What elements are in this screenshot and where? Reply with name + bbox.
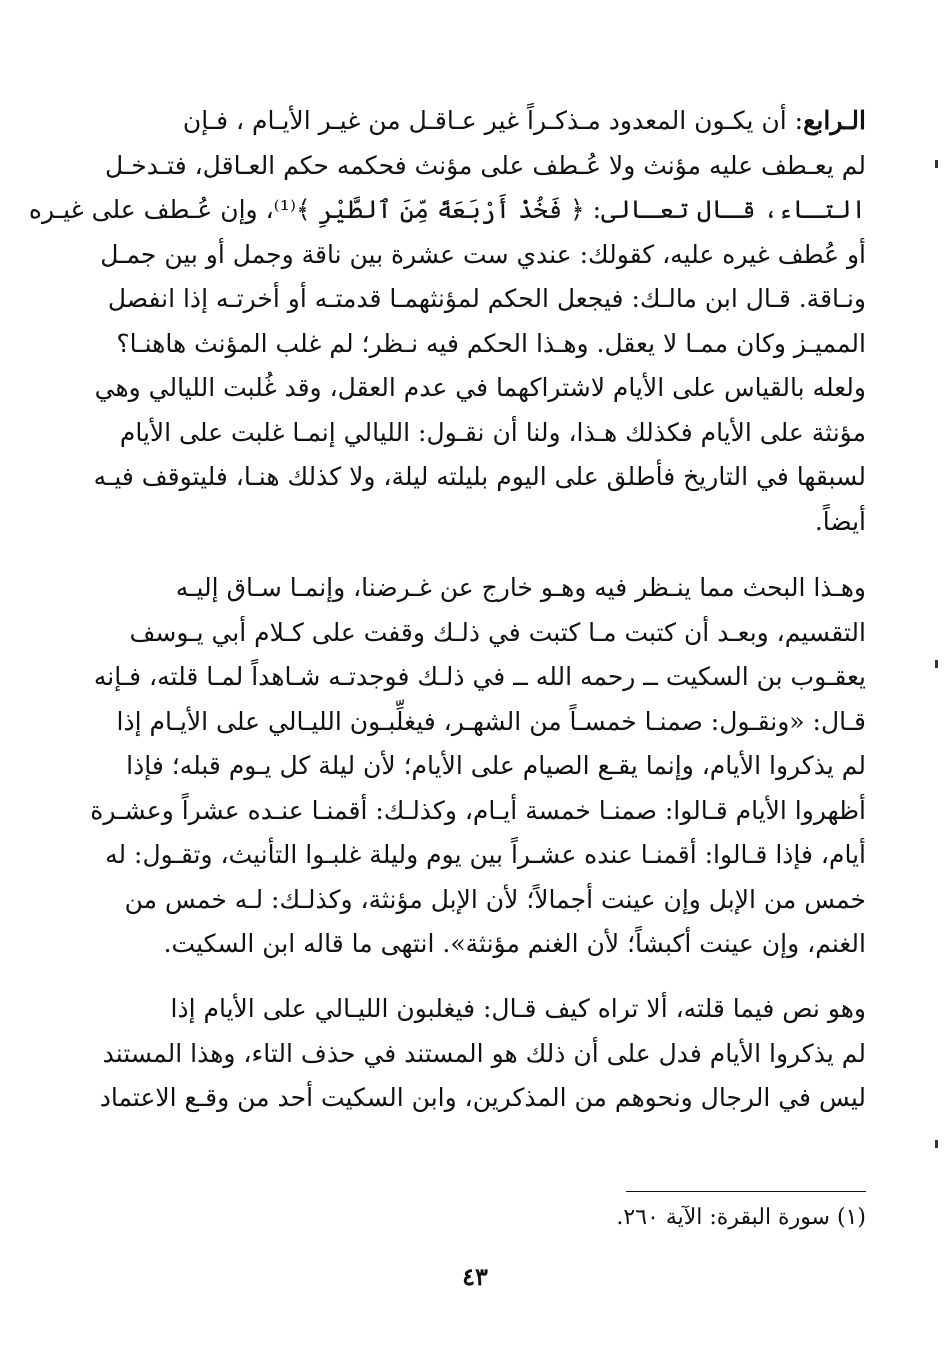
paragraph-1: [28, 99, 866, 544]
text-line: لسبقها في التاريخ فأطلق على اليوم بليلته ليلة، ولا كذلك هنـا، فليتوقف فيـه: [93, 462, 866, 491]
section-lead-word: الـرابع: [803, 106, 866, 135]
text-line: التقسيم، وبعـد أن كتبت مـا كتبت في ذلـك وقفت على كـلام أبي يـوسف: [129, 617, 866, 647]
text-line: لم يعـطف عليه مؤنث ولا عُـطف على مؤنث فحكمه حكم العـاقل، فتـدخـل: [105, 150, 866, 180]
page-number: ٤٣: [462, 1262, 488, 1291]
text-line: الغنم، وإن عينت أكبشاً؛ لأن الغنم مؤنثة». انتهى ما قاله ابن السكيت.: [163, 929, 866, 958]
footnote: (١) سورة البقرة: الآية ٢٦٠.: [616, 1205, 866, 1230]
text-line: وهو نص فيما قلته، ألا تراه كيف قـال: فيغلبون الليـالي على الأيام إذا: [170, 994, 866, 1023]
text-line: خمس من الإبل وإن عينت أجمالاً؛ لأن الإبل مؤنثة، وكذلـك: لـه خمس من: [124, 884, 866, 914]
text-line: التـاء، قـال تعـالى: ﴿ فَخُذْ أَرْبَعَةً مِّنَ ٱلطَّيْرِ ﴾⁽¹⁾، وإن عُـطف على غيـره: [28, 195, 866, 224]
margin-mark: [935, 160, 938, 168]
footnote-divider: [626, 1191, 866, 1192]
text-line: لم يذكروا الأيام، وإنما يقـع الصيام على الأيام؛ لأن ليلة كل يـوم قبله؛ فإذا: [126, 751, 866, 780]
margin-mark: [935, 1140, 938, 1148]
text-line: ولعله بالقياس على الأيام لاشتراكهما في عدم العقل، وقد غُلبت الليالي وهي: [94, 373, 866, 402]
paragraph-3: [99, 987, 866, 1121]
text-line: المميـز وكان ممـا لا يعقل. وهـذا الحكم فيه نـظر؛ لم غلب المؤنث هاهنـا؟: [116, 328, 866, 358]
text-line: ونـاقة. قـال ابن مالـك: فيجعل الحكم لمؤنثهمـا قدمتـه أو أخرتـه إذا انفصل: [107, 284, 866, 313]
margin-mark: [935, 660, 938, 668]
text-line: مؤنثة على الأيام فكذلك هـذا، ولنا أن نقـول: الليالي إنمـا غلبت على الأيام: [119, 417, 866, 447]
text-line: وهـذا البحث مما ينـظر فيه وهـو خارج عن غـرضنا، وإنمـا سـاق إليـه: [175, 573, 866, 602]
text-line: أيضاً.: [814, 506, 866, 536]
text-line: ليس في الرجال ونحوهم من المذكرين، وابن السكيت أحد من وقـع الاعتماد: [99, 1083, 866, 1112]
text-line: أظهروا الأيام قـالوا: صمنـا خمسة أيـام، وكذلـك: أقمنـا عنـده عشراً وعشـرة: [90, 795, 866, 825]
text-line: أو عُطف غيره عليه، كقولك: عندي ست عشرة بين ناقة وجمل أو بين جمـل: [100, 239, 866, 269]
paragraph-2: [90, 566, 866, 967]
text-line: الـرابع: أن يكـون المعدود مـذكـراً غير عـاقـل من غيـر الأيـام ، فـإن: [182, 106, 866, 135]
text-line: لم يذكروا الأيام فدل على أن ذلك هو المستند في حذف التاء، وهذا المستند: [102, 1038, 866, 1068]
text-line: يعقـوب بن السكيت ــ رحمه الله ــ في ذلـك فوجدتـه شـاهداً لمـا قلته، فـإنه: [93, 662, 866, 691]
text-line: أيام، فإذا قـالوا: أقمنـا عنده عشـراً بين يوم وليلة غلبـوا التأنيث، وتقـول: له: [105, 840, 866, 869]
text-line: قـال: «ونقـول: صمنـا خمسـاً من الشهـر، فيغلِّبـون الليـالي على الأيـام إذا: [116, 706, 866, 736]
